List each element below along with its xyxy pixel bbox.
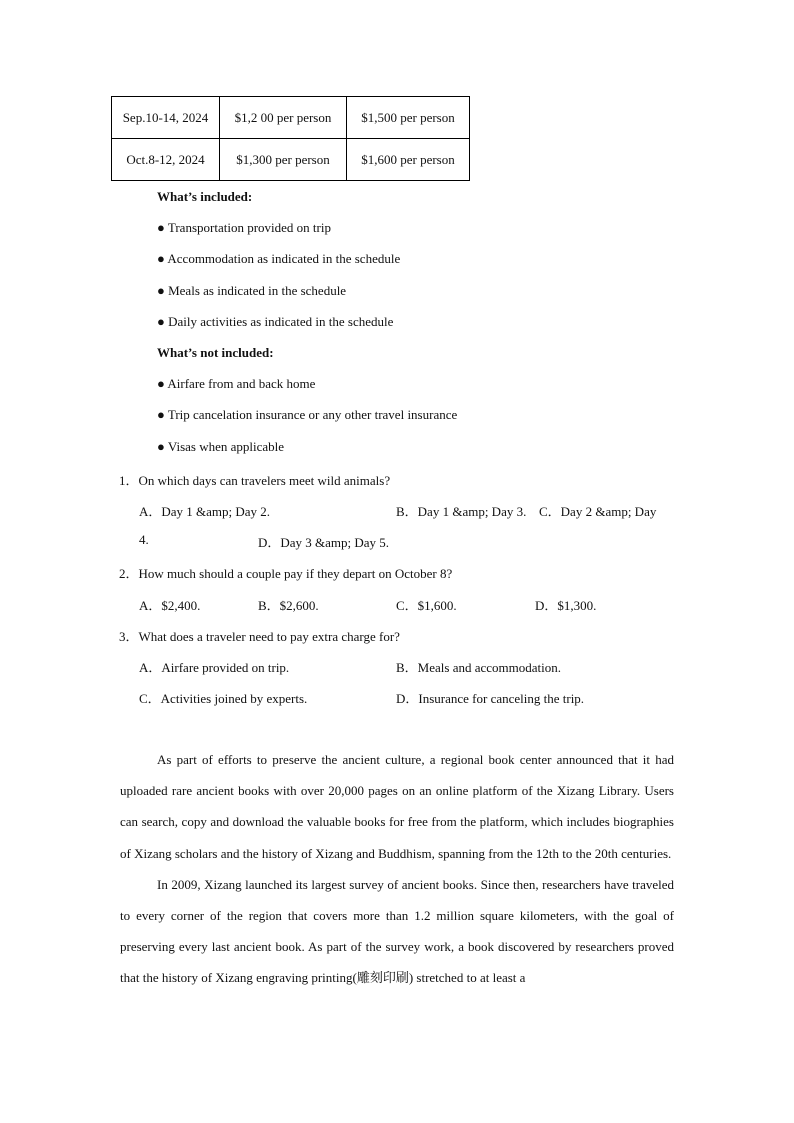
option-b: B．Meals and accommodation.: [396, 660, 561, 675]
table-cell: $1,2 00 per person: [220, 97, 347, 139]
option-c: C．Day 2 &amp; Day: [539, 504, 657, 519]
passage-paragraph: In 2009, Xizang launched its largest survey of ancient books. Since then, researchers have traveled to every corner of the region that covers more than 1.2 million square kilometers, with the goal of preserving every last ancient book. As part of the survey work, a book discovered by researchers proved that the history of Xizang engraving printing(雕刻印刷) stretched to at least a: [120, 876, 674, 986]
list-item: ● Daily activities as indicated in the schedule: [157, 314, 394, 329]
option-d: D．Insurance for canceling the trip.: [396, 691, 585, 706]
reading-passage: [120, 744, 674, 994]
option-b: B．Day 1 &amp; Day 3.: [396, 504, 527, 519]
option-d: D．Day 3 &amp; Day 5.: [258, 535, 390, 550]
option-a: A．$2,400.: [139, 598, 201, 613]
question-stem: 2．How much should a couple pay if they depart on October 8?: [119, 566, 453, 581]
table-cell: Oct.8-12, 2024: [112, 139, 220, 181]
included-heading: What’s included:: [157, 189, 253, 204]
list-item: ● Trip cancelation insurance or any other travel insurance: [157, 407, 458, 422]
list-item: ● Accommodation as indicated in the schedule: [157, 251, 401, 266]
option-a: A．Airfare provided on trip.: [139, 660, 290, 675]
table-row: [112, 97, 470, 139]
price-table: [111, 96, 470, 181]
option-c: C．Activities joined by experts.: [139, 691, 308, 706]
option-c: C．$1,600.: [396, 598, 457, 613]
passage-paragraph: As part of efforts to preserve the ancient culture, a regional book center announced that it had uploaded rare ancient books with over 20,000 pages on an online platform of the Xizang Library. Users can search, copy and download the valuable books for free from the platform, which includes biographies of Xizang scholars and the history of Xizang and Buddhism, spanning from the 12th to the 20th centuries.: [120, 752, 674, 861]
not-included-heading: What’s not included:: [157, 345, 274, 360]
table-row: [112, 139, 470, 181]
option-a: A．Day 1 &amp; Day 2.: [139, 504, 271, 519]
option-c-continued: 4.: [139, 532, 149, 547]
list-item: ● Meals as indicated in the schedule: [157, 283, 347, 298]
list-item: ● Transportation provided on trip: [157, 220, 331, 235]
table-cell: $1,300 per person: [220, 139, 347, 181]
option-d: D．$1,300.: [535, 598, 597, 613]
list-item: ● Airfare from and back home: [157, 376, 316, 391]
question-stem: 1．On which days can travelers meet wild animals?: [119, 473, 391, 488]
table-cell: Sep.10-14, 2024: [112, 97, 220, 139]
option-b: B．$2,600.: [258, 598, 319, 613]
question-stem: 3．What does a traveler need to pay extra charge for?: [119, 629, 400, 644]
table-cell: $1,500 per person: [347, 97, 470, 139]
list-item: ● Visas when applicable: [157, 439, 285, 454]
table-cell: $1,600 per person: [347, 139, 470, 181]
